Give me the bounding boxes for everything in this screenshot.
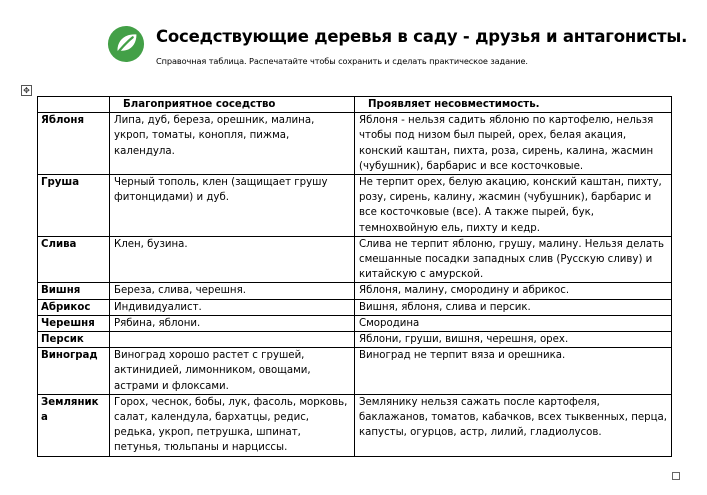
friends-cell: Береза, слива, черешня.	[110, 283, 355, 299]
table-row	[38, 315, 672, 331]
foes-cell: Виноград не терпит вяза и орешника.	[355, 348, 672, 395]
friends-cell: Черный тополь, клен (защищает грушу фитонцидами) и дуб.	[110, 175, 355, 237]
header-friends: Благоприятное соседство	[110, 97, 355, 113]
foes-cell: Яблоня, малину, смородину и абрикос.	[355, 283, 672, 299]
friends-cell: Клен, бузина.	[110, 236, 355, 283]
table-header-row	[38, 97, 672, 113]
table-row	[38, 113, 672, 175]
tree-name: Вишня	[38, 283, 110, 299]
table-resize-handle[interactable]	[672, 472, 680, 480]
foes-cell: Смородина	[355, 315, 672, 331]
tree-name: Персик	[38, 332, 110, 348]
friends-cell: Горох, чеснок, бобы, лук, фасоль, морковь, салат, календула, бархатцы, редис, редька, укроп, петрушка, шпинат, петунья, тюльпаны и нарциссы.	[110, 394, 355, 456]
header-tree	[38, 97, 110, 113]
table-row	[38, 299, 672, 315]
table-row	[38, 236, 672, 283]
friends-cell: Рябина, яблони.	[110, 315, 355, 331]
foes-cell: Землянику нельзя сажать после картофеля, баклажанов, томатов, кабачков, всех тыквенных, перца, капусты, огурцов, астр, лилий, гладиолусов.	[355, 394, 672, 456]
table-row	[38, 283, 672, 299]
tree-name: Черешня	[38, 315, 110, 331]
foes-cell: Слива не терпит яблоню, грушу, малину. Нельзя делать смешанные посадки западных слив (Русскую сливу) и китайскую с амурской.	[355, 236, 672, 283]
table-row	[38, 332, 672, 348]
friends-cell: Виноград хорошо растет с грушей, актинидией, лимонником, овощами, астрами и флоксами.	[110, 348, 355, 395]
foes-cell: Яблони, груши, вишня, черешня, орех.	[355, 332, 672, 348]
leaf-logo-icon	[107, 24, 145, 64]
friends-cell: Липа, дуб, береза, орешник, малина, укроп, томаты, конопля, пижма, календула.	[110, 113, 355, 175]
table-move-handle-icon[interactable]: ✥	[21, 85, 32, 96]
friends-cell	[110, 332, 355, 348]
tree-name: Слива	[38, 236, 110, 283]
tree-name: Абрикос	[38, 299, 110, 315]
foes-cell: Вишня, яблоня, слива и персик.	[355, 299, 672, 315]
tree-name: Груша	[38, 175, 110, 237]
table-row	[38, 175, 672, 237]
page-subtitle: Справочная таблица. Распечатайте чтобы сохранить и сделать практическое задание.	[156, 56, 528, 66]
compatibility-table	[37, 96, 672, 457]
tree-name: Земляника	[38, 394, 110, 456]
foes-cell: Яблоня - нельзя садить яблоню по картофелю, нельзя чтобы под низом был пырей, орех, белая акация, конский каштан, пихта, роза, сирень, калина, жасмин (чубушник), барбарис и все косточковые.	[355, 113, 672, 175]
tree-name: Яблоня	[38, 113, 110, 175]
table-row	[38, 348, 672, 395]
tree-name: Виноград	[38, 348, 110, 395]
header-foes: Проявляет несовместимость.	[355, 97, 672, 113]
table-row	[38, 394, 672, 456]
friends-cell: Индивидуалист.	[110, 299, 355, 315]
page-title: Соседствующие деревья в саду - друзья и антагонисты.	[156, 27, 688, 46]
foes-cell: Не терпит орех, белую акацию, конский каштан, пихту, розу, сирень, калину, жасмин (чубушник), барбарис и все косточковые (все). А также пырей, бук, темнохвойную ель, пихту и кедр.	[355, 175, 672, 237]
